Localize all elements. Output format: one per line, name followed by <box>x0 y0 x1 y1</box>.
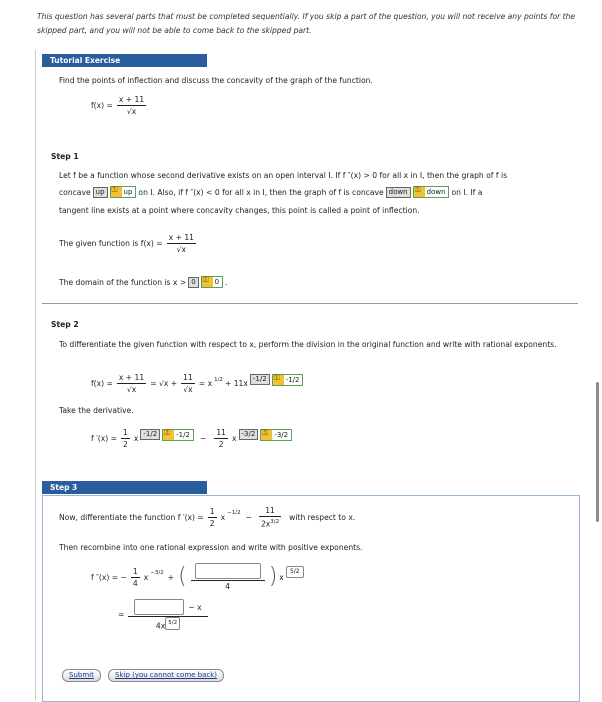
deriv-minus: − <box>199 434 207 443</box>
deriv-exp2-correct <box>260 429 292 441</box>
step3-recombine: Then recombine into one rational expression and write with positive exponents. <box>59 543 363 552</box>
given-denominator: √x <box>176 245 186 254</box>
key-icon <box>273 375 284 385</box>
concave-label: concave <box>59 187 91 197</box>
deriv-coef1-num: 1 <box>123 428 128 437</box>
step3-coef1-num: 1 <box>209 506 215 516</box>
page-scrollbar[interactable] <box>596 382 599 522</box>
fpp-coef-num: 1 <box>132 566 138 576</box>
deriv-coef2-num: 11 <box>216 428 226 437</box>
step3-coef1 <box>208 506 217 529</box>
result-line <box>118 598 210 632</box>
result-minus-x: − x <box>188 602 202 612</box>
fpp-plus: + <box>167 572 175 582</box>
step1-line1: Let f be a function whose second derivative exists on an open interval I. If f ″(x) > 0 for all x in I, then the graph of f is <box>59 171 508 180</box>
deriv-x2: x <box>232 434 237 443</box>
result-den-base: 4x <box>155 621 166 631</box>
step2-plus11x: + 11x <box>224 379 248 388</box>
result-fraction <box>128 598 207 632</box>
result-numerator-input[interactable] <box>134 599 184 615</box>
open-paren: ( <box>178 564 187 589</box>
fx-denominator: √x <box>126 107 137 116</box>
domain-label: The domain of the function is x > <box>59 277 187 287</box>
fx-numerator: x + 11 <box>118 95 145 104</box>
deriv-coef1-den: 2 <box>123 440 128 449</box>
step3-line1: Now, differentiate the function f ′(x) = $\frac{1}{2}$ x $^{-1/2}$ − $\frac{11}{2x^{3/2}}$ with respect to x. <box>59 506 356 529</box>
step1-line2-end: on I. If a <box>451 187 483 197</box>
fpp-lhs: f ″(x) = − <box>91 572 127 582</box>
tutorial-function <box>91 94 148 117</box>
step1-line2 <box>59 186 482 198</box>
answer-down-correct-text: down <box>426 188 446 196</box>
step2-fx-lhs: f(x) = <box>91 379 113 388</box>
fpp-input-num <box>191 562 265 581</box>
tutorial-prompt: Find the points of inflection and discuss the concavity of the graph of the function. <box>59 76 373 85</box>
step2-title: Step 2 <box>51 320 79 329</box>
step3-coef2-num: 11 <box>259 505 281 517</box>
sequential-notice: This question has several parts that must be completed sequentially. If you skip a part of the question, you will not receive any points for the skipped part, and you will not be able to come back to the skipped part. <box>37 12 576 35</box>
key-icon <box>163 430 174 440</box>
step3-header: Step 3 <box>42 481 207 494</box>
step3-coef2 <box>259 505 281 530</box>
answer-up-entered[interactable]: up <box>93 187 108 198</box>
step2-eq2: = x <box>198 379 213 388</box>
deriv-exp1-correct <box>162 429 194 441</box>
step3-coef2-den-exp: 3/2 <box>270 519 280 525</box>
content-frame-border <box>35 50 36 700</box>
step3-exp1: −1/2 <box>227 510 241 517</box>
step2-intro: To differentiate the given function with respect to x, perform the division in the original function and write with rational exponents. <box>59 340 557 349</box>
step2-eq1: = √x + <box>150 379 178 388</box>
fpp-coef-den: 4 <box>132 578 138 588</box>
fpp-input-fraction <box>191 562 265 592</box>
step1-line3: tangent line exists at a point where concavity changes, this point is called a point of inflection. <box>59 206 420 215</box>
step3-coef2-den-base: 2x <box>260 519 271 529</box>
deriv-coef2 <box>214 427 228 450</box>
domain-line: The domain of the function is x > 0 ⚿ 0 . <box>59 276 228 288</box>
second-derivative-line: f ″(x) = − $\frac{1}{4}$ x $^{-3/2}$ + ( 4 ) x 5/2 <box>91 562 304 592</box>
key-icon <box>414 187 425 197</box>
step2-den-sqrt: √x <box>183 385 193 394</box>
answer-up-correct-text: up <box>123 188 133 196</box>
step3-minus: − <box>245 512 252 522</box>
fpp-exp: −3/2 <box>150 570 164 576</box>
domain-correct <box>201 276 223 288</box>
step3-line1-post: with respect to x. <box>289 512 356 522</box>
derivative-line <box>91 427 292 450</box>
deriv-exp1-correct-text: -1/2 <box>176 430 190 439</box>
step2-denominator: √x <box>126 385 137 394</box>
step2-division <box>91 372 303 395</box>
fprime-lhs: f ′(x) = <box>91 434 118 443</box>
skip-button[interactable]: Skip (you cannot come back) <box>108 669 224 682</box>
close-paren: ) <box>268 564 278 589</box>
deriv-coef1 <box>121 427 130 450</box>
step2-numerator: x + 11 <box>118 373 145 382</box>
deriv-x1: x <box>133 434 139 443</box>
key-icon <box>111 187 122 197</box>
step1-line2-mid: on I. Also, if f ″(x) < 0 for all x in I, then the graph of f is concave <box>138 187 384 197</box>
result-den-exp: 5/2 <box>165 617 180 630</box>
fx-lhs: f(x) = <box>91 101 113 110</box>
step2-fraction <box>117 372 146 395</box>
result-denominator <box>128 617 207 632</box>
step2-num11: 11 <box>183 373 193 382</box>
key-icon <box>261 430 272 440</box>
submit-button[interactable]: Submit <box>62 669 101 682</box>
fx-fraction <box>117 94 146 117</box>
result-equals: = <box>118 610 125 620</box>
step1-title: Step 1 <box>51 152 79 161</box>
step2-exp-entered[interactable]: -1/2 <box>250 374 270 385</box>
result-numerator <box>128 598 207 617</box>
step2-exp-half: 1/2 <box>214 376 223 383</box>
domain-correct-text: 0 <box>214 278 220 286</box>
tutorial-exercise-header: Tutorial Exercise <box>42 54 207 67</box>
step3-coef1-den: 2 <box>209 518 215 528</box>
fpp-input-den: 4 <box>225 582 231 591</box>
answer-up-correct <box>110 186 137 198</box>
fpp-exp-box[interactable]: 5/2 <box>286 566 304 578</box>
fpp-coef <box>131 566 140 589</box>
answer-down-correct <box>413 186 450 198</box>
answer-down-entered[interactable]: down <box>386 187 411 198</box>
step2-fraction2 <box>181 372 195 395</box>
given-function <box>59 232 198 255</box>
given-numerator: x + 11 <box>168 233 195 242</box>
domain-entered[interactable]: 0 <box>188 277 198 288</box>
take-derivative: Take the derivative. <box>59 406 134 415</box>
given-label: The given function is f(x) = <box>59 239 163 248</box>
fpp-numerator-input[interactable] <box>195 563 261 579</box>
key-icon <box>202 277 213 287</box>
deriv-coef2-den: 2 <box>218 440 224 449</box>
step-divider <box>42 303 578 304</box>
step2-exp-correct <box>272 374 304 386</box>
step3-line1-pre: Now, differentiate the function f ′(x) = <box>59 512 204 522</box>
step3-coef2-den <box>259 517 281 530</box>
deriv-exp2-correct-text: -3/2 <box>274 430 289 439</box>
deriv-exp2-entered[interactable]: -3/2 <box>239 429 259 440</box>
step2-exp-correct-text: -1/2 <box>285 375 300 384</box>
given-fraction <box>167 232 196 255</box>
deriv-exp1-entered[interactable]: -1/2 <box>140 429 160 440</box>
